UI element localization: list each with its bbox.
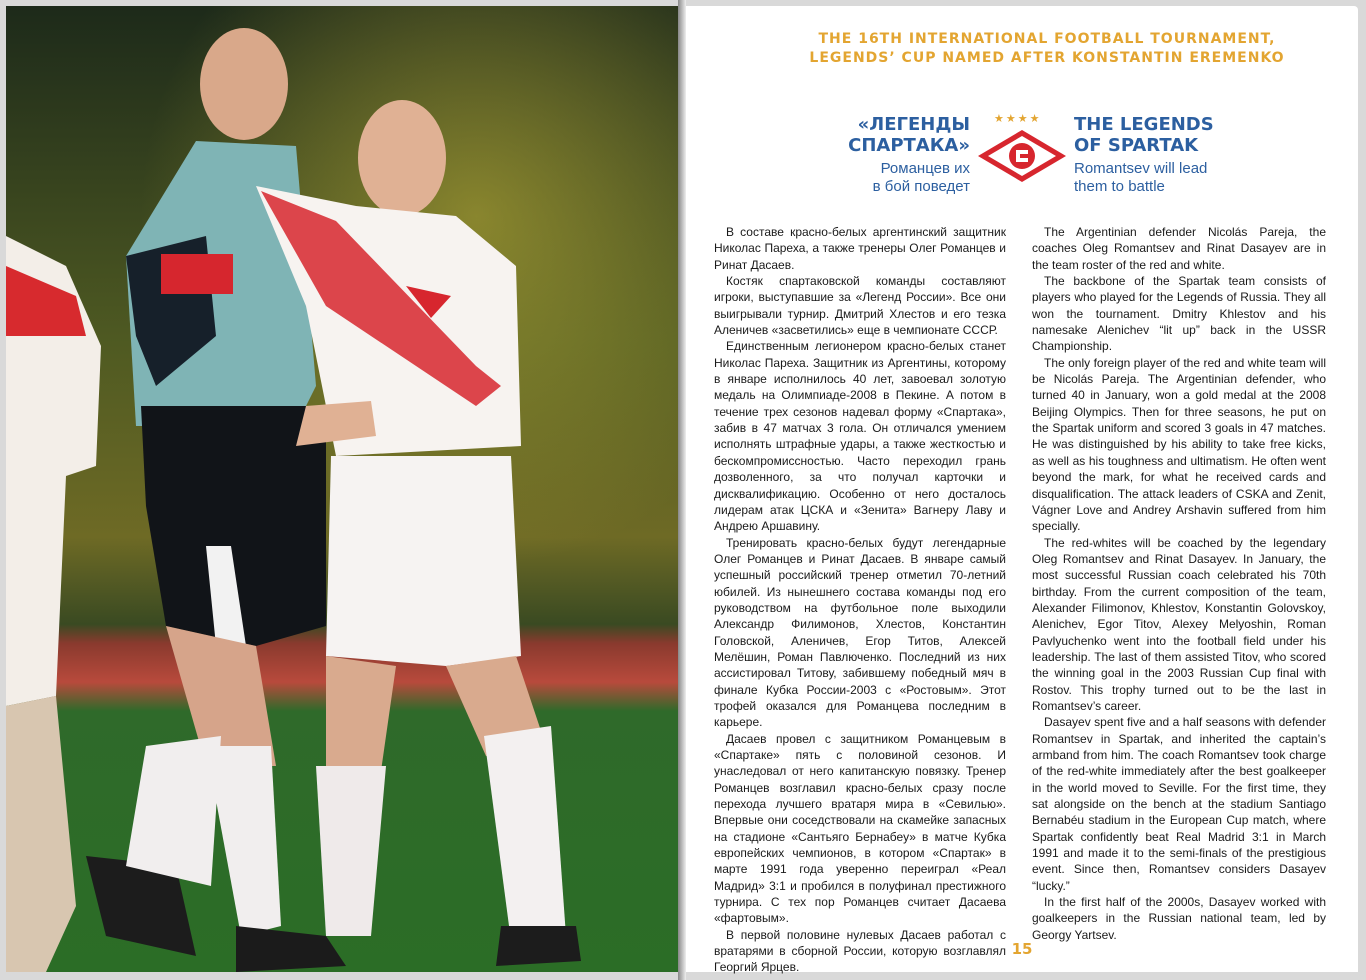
ru-paragraph: Дасаев провел с защитником Романцевым в «Спартаке» пять с половиной сезонов. И унаследовал от него капитанскую повязку. Тренер Романцев возглавил красно-белых сразу после перехода лучшего вратаря мира в «Севилью». Впервые они соседствовали на скамейке запасных на стадионе «Сантьяго Бернабеу» в матче Кубка европейских чемпионов, в котором «Спартак» в марте 1991 года уверенно переиграл «Реал Мадрид» 3:1 и пробился в полуфинал престижного турнира. С тех пор Романцев считает Дасаева «фартовым». xyxy=(714,731,1006,926)
spartak-emblem-icon xyxy=(976,128,1068,184)
tournament-title-line1: THE 16TH INTERNATIONAL FOOTBALL TOURNAMENT, xyxy=(818,31,1276,47)
text-page xyxy=(686,6,1358,975)
subtitle-ru-line1: Романцев их xyxy=(880,160,970,177)
stars-icon: ★★★★ xyxy=(994,113,1042,125)
title-english xyxy=(1074,114,1214,156)
subtitle-russian xyxy=(873,160,970,196)
title-en-line1: THE LEGENDS xyxy=(1074,114,1214,135)
photo-page xyxy=(6,6,678,972)
en-paragraph: In the first half of the 2000s, Dasayev worked with goalkeepers in the Russian national team, led by Georgy Yartsev. xyxy=(1032,895,1326,942)
russian-column xyxy=(714,224,1006,976)
ru-paragraph: В составе красно-белых аргентинский защитник Николас Пареха, а также тренеры Олег Романцев и Ринат Дасаев. xyxy=(714,225,1006,272)
title-russian xyxy=(848,114,970,156)
subtitle-ru-line2: в бой поведет xyxy=(872,178,970,195)
match-photo xyxy=(6,6,678,972)
english-column xyxy=(1032,224,1326,943)
page-number: 15 xyxy=(1011,940,1033,958)
tournament-title-line2: LEGENDS’ CUP NAMED AFTER KONSTANTIN EREMENKO xyxy=(809,50,1285,66)
ru-paragraph: В первой половине нулевых Дасаев работал с вратарями в сборной России, которую возглавлял Георгий Ярцев. xyxy=(714,927,1006,975)
ru-paragraph: Единственным легионером красно-белых станет Николас Пареха. Защитник из Аргентины, которому в январе исполнилось 40 лет, завоевал золотую медаль на Олимпиаде-2008 в Пекине. А потом в течение трех сезонов надевал форму «Спартака», забив в 47 матчах 3 гола. Он отличался умением исполнять штрафные удары, а также жесткостью и бескомпромиссностью. Часто переходил грань дозволенного, за что получал карточки и дисквалификацию. Особенно от него досталось лидерам атак ЦСКА и «Зенита» Вагнеру Лаву и Андрею Аршавину. xyxy=(714,339,1006,534)
en-paragraph: The red-whites will be coached by the legendary Oleg Romantsev and Rinat Dasayev. In January, the most successful Russian coach celebrated his 70th birthday. From the current composition of the team, Alexander Filimonov, Khlestov, Konstantin Golovskoy, Alenichev, Egor Titov, Alexey Melyoshin, Roman Pavlyuchenko went into the football field under his leadership. The last of them assisted Titov, who scored the winning goal in the 2003 Russian Cup final with Rostov. This trophy turned out to be the last in Romantsev’s career. xyxy=(1032,535,1326,713)
en-paragraph: The backbone of the Spartak team consists of players who played for the Legends of Russia. They all won the tournament. Dmitry Khlestov and his namesake Alenichev “lit up” back in the USSR Championship. xyxy=(1032,274,1326,354)
article-title-block xyxy=(686,112,1358,212)
en-paragraph: Dasayev spent five and a half seasons with defender Romantsev in Spartak, and inherited the captain’s armband from him. The coach Romantsev took charge of the red-white immediately after the best goalkeeper in the world moved to Seville. For the first time, they sat alongside on the bench at the stadium Santiago Bernabéu stadium in the European Cup match, where Spartak confidently beat Real Madrid 3:1 in March 1991 and made it to the semi-finals of the prestigious event. Since then, Romantsev considers Dasayev “lucky.” xyxy=(1032,715,1326,893)
subtitle-en-line1: Romantsev will lead xyxy=(1074,160,1208,177)
ru-paragraph: Тренировать красно-белых будут легендарные Олег Романцев и Ринат Дасаев. В январе самый успешный российский тренер отметил 70-летний юбилей. Из нынешнего состава команды под его руководством на футбольное поле выходили Александр Филимонов, Хлестов, Константин Головской, Аленичев, Егор Титов, Алексей Мелёшин, Роман Павлюченко. Последний из них ассистировал Титову, забившему победный мяч в финале Кубка России-2003 с «Ростовым». Этот трофей оказался для Романцева последним в карьере. xyxy=(714,535,1006,730)
title-ru-line2: СПАРТАКА» xyxy=(848,135,970,156)
subtitle-en-line2: them to battle xyxy=(1074,178,1165,195)
en-paragraph: The Argentinian defender Nicolás Pareja, the coaches Oleg Romantsev and Rinat Dasayev are in the team roster of the red and white. xyxy=(1032,225,1326,272)
en-paragraph: The only foreign player of the red and white team will be Nicolás Pareja. The Argentinian defender, who turned 40 in January, won a gold medal at the 2008 Beijing Olympics. Then for three seasons, he put on the Spartak uniform and scored 3 goals in 47 matches. He was distinguished by his ability to take free kicks, as well as his toughness and ultimatism. He often went beyond the mark, for what he received cards and disqualification. The attack leaders of CSKA and Zenit, Vágner Love and Andrey Arshavin suffered from him specially. xyxy=(1032,355,1326,534)
subtitle-english xyxy=(1074,160,1207,196)
tournament-title xyxy=(686,30,1358,68)
title-ru-line1: «ЛЕГЕНДЫ xyxy=(857,114,970,135)
title-en-line2: OF SPARTAK xyxy=(1074,135,1199,156)
ru-paragraph: Костяк спартаковской команды составляют игроки, выступавшие за «Легенд России». Все они выигрывали турнир. Дмитрий Хлестов и его тезка Аленичев «засветились» еще в чемпионате СССР. xyxy=(714,274,1006,338)
page-gutter xyxy=(678,0,686,980)
